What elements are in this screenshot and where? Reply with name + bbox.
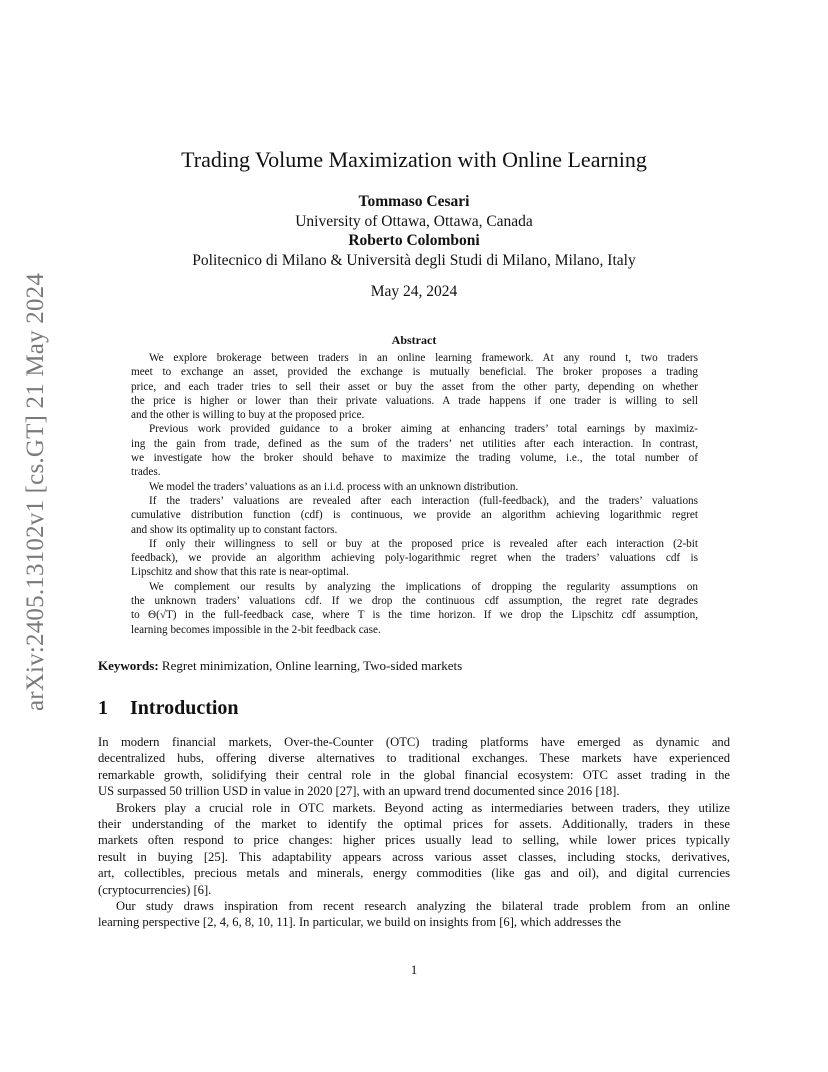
body-line: learning perspective [2, 4, 6, 8, 10, 11]. In particular, we build on insights from [6], which addresses the — [98, 915, 621, 930]
body-line: art, collectibles, precious metals and minerals, energy commodities (like gas and oil), and digital currencies — [98, 866, 730, 881]
abstract-line: Lipschitz and show that this rate is near-optimal. — [131, 566, 349, 579]
body-line: (cryptocurrencies) [6]. — [98, 882, 212, 897]
abstract-paragraph — [131, 537, 698, 580]
body-paragraph — [98, 898, 730, 931]
body-line: In modern financial markets, Over-the-Counter (OTC) trading platforms have emerged as dynamic and — [98, 735, 730, 749]
abstract-line: We explore brokerage between traders in an online learning framework. At any round t, two traders — [149, 352, 698, 364]
author-name: Roberto Colomboni — [348, 232, 480, 249]
abstract-line: trades. — [131, 466, 161, 479]
abstract-line: feedback), we provide an algorithm achieving poly-logarithmic regret when the traders’ valuations cdf is — [131, 552, 698, 565]
abstract-paragraph — [131, 494, 698, 537]
body-line: Brokers play a crucial role in OTC markets. Beyond acting as intermediaries between traders, they utilize — [116, 800, 730, 815]
arxiv-stamp-text: arXiv:2405.13102v1 [cs.GT] 21 May 2024 — [22, 272, 49, 712]
paper-date: May 24, 2024 — [370, 283, 458, 300]
abstract-line: cumulative distribution function (cdf) is continuous, we provide an algorithm achieving logarithmic regret — [131, 509, 698, 522]
section-number: 1 — [98, 697, 108, 719]
author-block — [98, 192, 730, 270]
abstract-line: If only their willingness to sell or buy at the proposed price is revealed after each interaction (2-bit — [149, 537, 698, 550]
abstract-line: the price is higher or lower than their private valuations. A trade happens if one trader is willing to sell — [131, 394, 698, 407]
body-line: Our study draws inspiration from recent research analyzing the bilateral trade problem from an online — [116, 899, 730, 914]
abstract-line: We model the traders’ valuations as an i.i.d. process with an unknown distribution. — [149, 480, 519, 493]
paper-title: Trading Volume Maximization with Online Learning — [181, 147, 647, 172]
section-title: Introduction — [130, 697, 239, 719]
abstract-line: and the other is willing to buy at the proposed price. — [131, 409, 365, 422]
author-name: Tommaso Cesari — [358, 193, 470, 210]
abstract — [131, 351, 698, 637]
body-text — [98, 734, 730, 931]
abstract-line: and show its optimality up to constant factors. — [131, 523, 338, 536]
abstract-line: meet to exchange an asset, provided the exchange is mutually beneficial. The broker proposes a trading — [131, 366, 698, 379]
author-affiliation: Politecnico di Milano & Università degli Studi di Milano, Milano, Italy — [192, 251, 636, 269]
author-affiliation: University of Ottawa, Ottawa, Canada — [295, 212, 533, 230]
page-number: 1 — [410, 963, 418, 977]
abstract-line: the unknown traders’ valuations cdf. If we drop the continuous cdf assumption, the regret rate degrades — [131, 595, 698, 608]
arxiv-stamp — [22, 252, 50, 732]
abstract-line: price, and each trader tries to sell their asset or buy the asset from the other party, depending on whether — [131, 380, 698, 393]
abstract-paragraph — [131, 480, 698, 494]
abstract-line: learning becomes impossible in the 2-bit feedback case. — [131, 623, 381, 636]
abstract-paragraph — [131, 580, 698, 637]
body-line: decentralized hubs, offering diverse alternatives to traditional exchanges. These markets have experienced — [98, 751, 730, 766]
keywords — [98, 658, 730, 674]
abstract-line: If the traders’ valuations are revealed after each interaction (full-feedback), and the traders’ valuations — [149, 494, 698, 507]
body-line: markets often respond to price changes: higher prices usually lead to selling, while lower prices typically — [98, 833, 730, 848]
body-line: their understanding of the market to identify the optimal prices for assets. Additionally, traders in these — [98, 817, 730, 832]
abstract-line: We complement our results by analyzing the implications of dropping the regularity assumptions on — [149, 580, 698, 593]
abstract-paragraph — [131, 422, 698, 479]
abstract-line: Previous work provided guidance to a broker aiming at enhancing traders’ total earnings by maximiz- — [149, 423, 698, 436]
keywords-list: Regret minimization, Online learning, Two-sided markets — [161, 658, 463, 673]
abstract-paragraph — [131, 351, 698, 422]
section-heading — [98, 697, 239, 720]
abstract-line: we investigate how the broker should behave to maximize the trading volume, i.e., the total number of — [131, 452, 698, 465]
keywords-label: Keywords: — [98, 658, 159, 673]
abstract-heading: Abstract — [391, 333, 437, 347]
body-paragraph — [98, 734, 730, 800]
body-line: US surpassed 50 trillion USD in value in 2020 [27], with an upward trend documented since 2016 [18]. — [98, 784, 620, 799]
body-line: remarkable growth, solidifying their central role in the global financial ecosystem: OTC asset trading in the — [98, 767, 730, 782]
abstract-line: to Θ(√T) in the full-feedback case, where T is the time horizon. If we drop the Lipschitz cdf assumption, — [131, 609, 698, 622]
body-paragraph — [98, 800, 730, 898]
abstract-line: ing the gain from trade, defined as the sum of the traders’ net utilities after each interaction. In contrast, — [131, 437, 698, 450]
body-line: result in buying [25]. This adaptability appears across various asset classes, including stocks, derivatives, — [98, 849, 730, 864]
